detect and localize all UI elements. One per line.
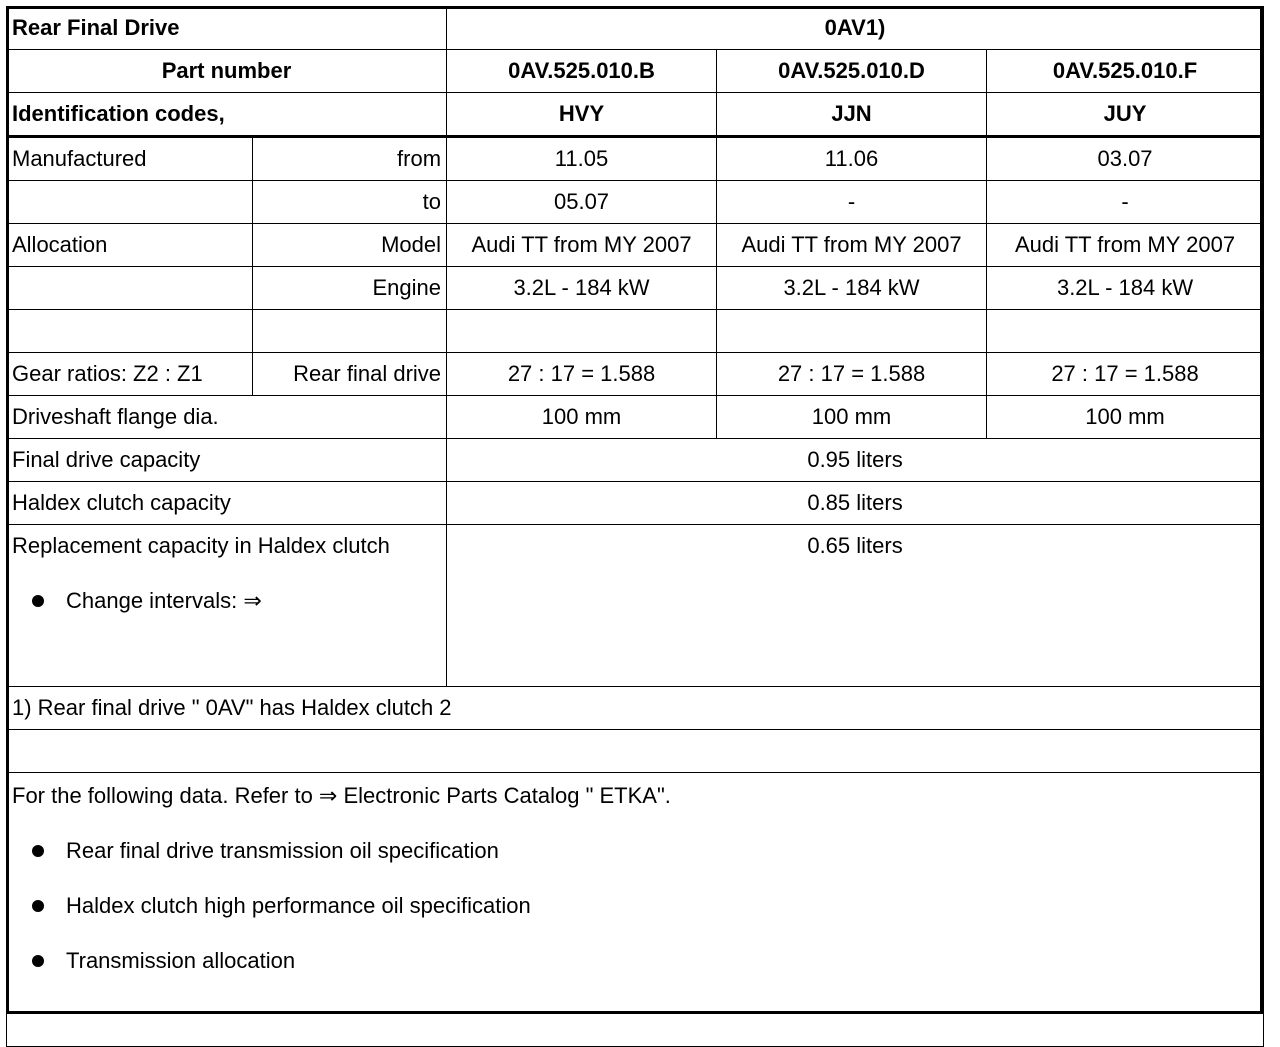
list-item — [12, 590, 441, 612]
engine-2: 3.2L - 184 kW — [717, 267, 987, 310]
engine-1: 3.2L - 184 kW — [447, 267, 717, 310]
to-1: 05.07 — [447, 181, 717, 224]
haldex-capacity-row — [7, 482, 1264, 525]
engine-label: Engine — [253, 267, 447, 310]
identification-code-3: JUY — [987, 93, 1264, 137]
table-title: Rear Final Drive — [7, 7, 447, 50]
gear-ratio-3: 27 : 17 = 1.588 — [987, 353, 1264, 396]
notes-intro: For the following data. Refer to ⇒ Electronic Parts Catalog " ETKA". — [12, 783, 671, 808]
flange-label: Driveshaft flange dia. — [7, 396, 447, 439]
footnote-row — [7, 687, 1264, 730]
list-item — [12, 840, 1258, 862]
allocation-model-row — [7, 224, 1264, 267]
part-number-label: Part number — [7, 50, 447, 93]
note-item-2: Haldex clutch high performance oil specification — [66, 893, 531, 918]
rear-final-drive-label: Rear final drive — [253, 353, 447, 396]
note-item-3: Transmission allocation — [66, 948, 296, 973]
replacement-capacity-row — [7, 525, 1264, 687]
identification-row — [7, 93, 1264, 137]
replacement-capacity-label: Replacement capacity in Haldex clutch — [12, 533, 390, 558]
from-1: 11.05 — [447, 137, 717, 181]
bullet-icon — [32, 845, 44, 857]
identification-code-1: HVY — [447, 93, 717, 137]
model-3: Audi TT from MY 2007 — [987, 224, 1264, 267]
from-3: 03.07 — [987, 137, 1264, 181]
part-number-row — [7, 50, 1264, 93]
identification-code-2: JJN — [717, 93, 987, 137]
allocation-label: Allocation — [7, 224, 253, 267]
flange-3: 100 mm — [987, 396, 1264, 439]
engine-3: 3.2L - 184 kW — [987, 267, 1264, 310]
title-row — [7, 7, 1264, 50]
replacement-capacity-value: 0.65 liters — [447, 525, 1264, 687]
final-drive-capacity-value: 0.95 liters — [447, 439, 1264, 482]
part-number-3: 0AV.525.010.F — [987, 50, 1264, 93]
part-number-2: 0AV.525.010.D — [717, 50, 987, 93]
bullet-icon — [32, 955, 44, 967]
gear-ratio-2: 27 : 17 = 1.588 — [717, 353, 987, 396]
from-label: from — [253, 137, 447, 181]
model-1: Audi TT from MY 2007 — [447, 224, 717, 267]
manufactured-to-row — [7, 181, 1264, 224]
haldex-capacity-label: Haldex clutch capacity — [7, 482, 447, 525]
gear-ratios-label: Gear ratios: Z2 : Z1 — [7, 353, 253, 396]
bullet-icon — [32, 900, 44, 912]
transmission-code: 0AV1) — [447, 7, 1264, 50]
final-drive-capacity-label: Final drive capacity — [7, 439, 447, 482]
identification-label: Identification codes, — [7, 93, 447, 137]
manufactured-label: Manufactured — [7, 137, 253, 181]
change-intervals-link[interactable]: Change intervals: ⇒ — [66, 588, 262, 613]
footnote: 1) Rear final drive " 0AV" has Haldex clutch 2 — [7, 687, 1264, 730]
note-item-1: Rear final drive transmission oil specification — [66, 838, 499, 863]
bullet-icon — [32, 595, 44, 607]
list-item — [12, 950, 1258, 972]
part-number-1: 0AV.525.010.B — [447, 50, 717, 93]
allocation-engine-row — [7, 267, 1264, 310]
final-drive-capacity-row — [7, 439, 1264, 482]
to-label: to — [253, 181, 447, 224]
manufactured-from-row — [7, 137, 1264, 181]
gear-ratios-row — [7, 353, 1264, 396]
list-item — [12, 895, 1258, 917]
from-2: 11.06 — [717, 137, 987, 181]
empty-row — [7, 310, 1264, 353]
flange-2: 100 mm — [717, 396, 987, 439]
gear-ratio-1: 27 : 17 = 1.588 — [447, 353, 717, 396]
rear-final-drive-spec-table — [6, 6, 1264, 1047]
model-label: Model — [253, 224, 447, 267]
to-2: - — [717, 181, 987, 224]
flange-row — [7, 396, 1264, 439]
flange-1: 100 mm — [447, 396, 717, 439]
blank-row — [7, 730, 1264, 773]
notes-row — [7, 773, 1264, 1047]
haldex-capacity-value: 0.85 liters — [447, 482, 1264, 525]
model-2: Audi TT from MY 2007 — [717, 224, 987, 267]
to-3: - — [987, 181, 1264, 224]
